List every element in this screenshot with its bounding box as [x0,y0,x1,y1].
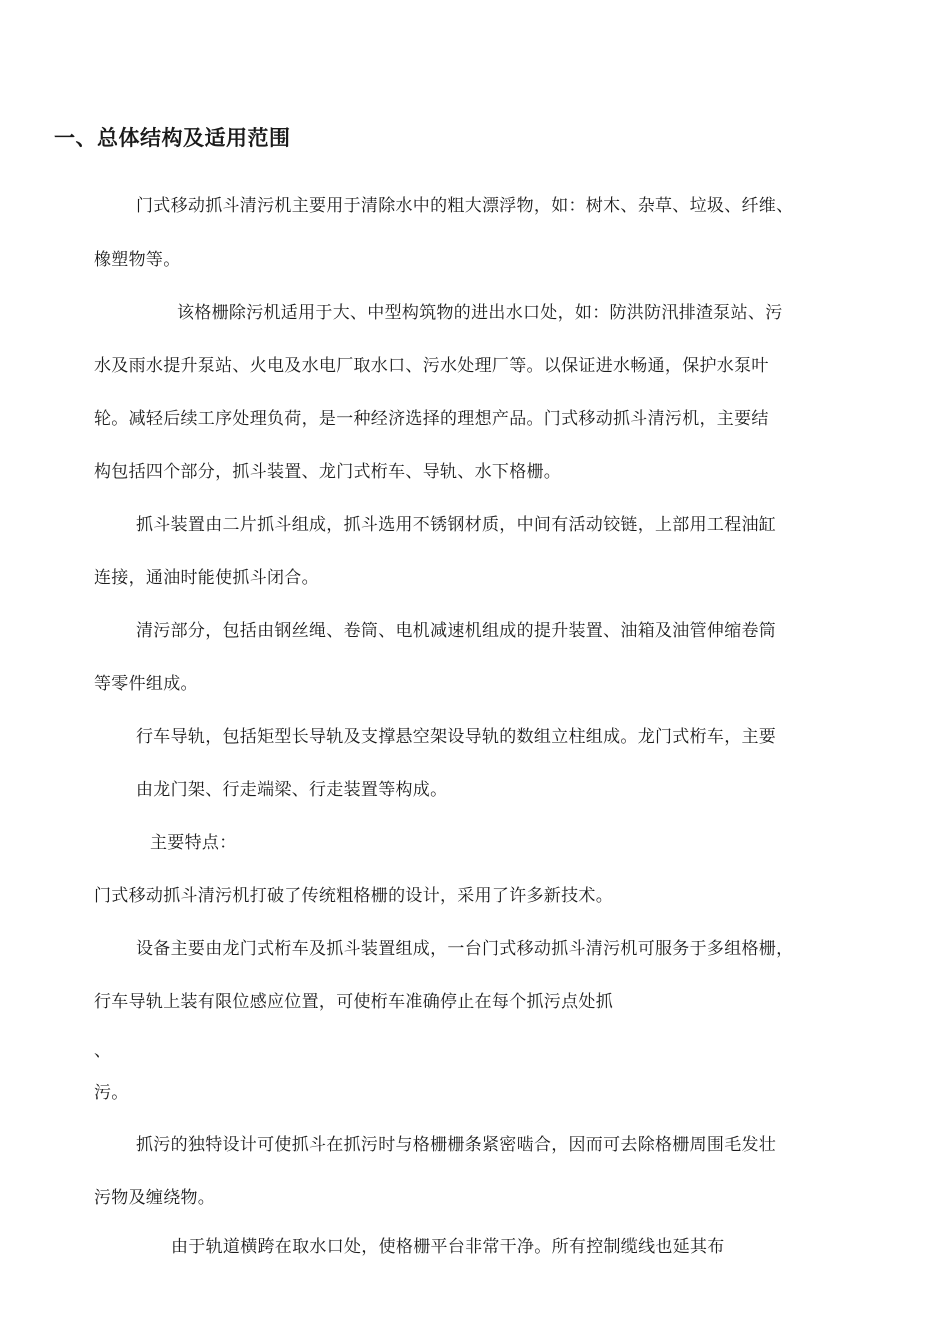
paragraph-line: 由于轨道横跨在取水口处，使格栅平台非常干净。所有控制缆线也延其布 [171,1237,725,1257]
paragraph-line: 门式移动抓斗清污机打破了传统粗格栅的设计，采用了许多新技术。 [94,886,613,906]
paragraph-line: 设备主要由龙门式桁车及抓斗装置组成，一台门式移动抓斗清污机可服务于多组格栅， [136,939,794,959]
paragraph-line: 门式移动抓斗清污机主要用于清除水中的粗大漂浮物，如：树木、杂草、垃圾、纤维、 [136,196,794,216]
paragraph-line: 清污部分，包括由钢丝绳、卷筒、电机减速机组成的提升装置、油箱及油管伸缩卷筒 [136,621,777,641]
paragraph-line: 构包括四个部分，抓斗装置、龙门式桁车、导轨、水下格栅。 [94,462,562,482]
paragraph-line: 等零件组成。 [94,674,198,694]
paragraph-line: 连接，通油时能使抓斗闭合。 [94,568,319,588]
paragraph-line: 水及雨水提升泵站、火电及水电厂取水口、污水处理厂等。以保证进水畅通，保护水泵叶 [94,356,769,376]
paragraph-line: 该格栅除污机适用于大、中型构筑物的进出水口处，如：防洪防汛排渣泵站、污 [177,303,783,323]
paragraph-line: 行车导轨上装有限位感应位置，可使桁车准确停止在每个抓污点处抓 [94,992,613,1012]
paragraph-line: 行车导轨，包括矩型长导轨及支撑悬空架设导轨的数组立柱组成。龙门式桁车，主要 [136,727,777,747]
paragraph-line: 由龙门架、行走端梁、行走装置等构成。 [136,780,448,800]
subheading-line: 主要特点： [150,833,237,853]
paragraph-line: 橡塑物等。 [94,250,181,270]
paragraph-line: 、 [94,1041,112,1061]
paragraph-line: 轮。减轻后续工序处理负荷，是一种经济选择的理想产品。门式移动抓斗清污机，主要结 [94,409,769,429]
paragraph-line: 污。 [94,1083,129,1103]
paragraph-line: 污物及缠绕物。 [94,1188,216,1208]
paragraph-line: 抓斗装置由二片抓斗组成，抓斗选用不锈钢材质，中间有活动铰链，上部用工程油缸 [136,515,777,535]
paragraph-line: 抓污的独特设计可使抓斗在抓污时与格栅栅条紧密啮合，因而可去除格栅周围毛发壮 [136,1135,777,1155]
section-heading: 一、总体结构及适用范围 [54,126,291,150]
